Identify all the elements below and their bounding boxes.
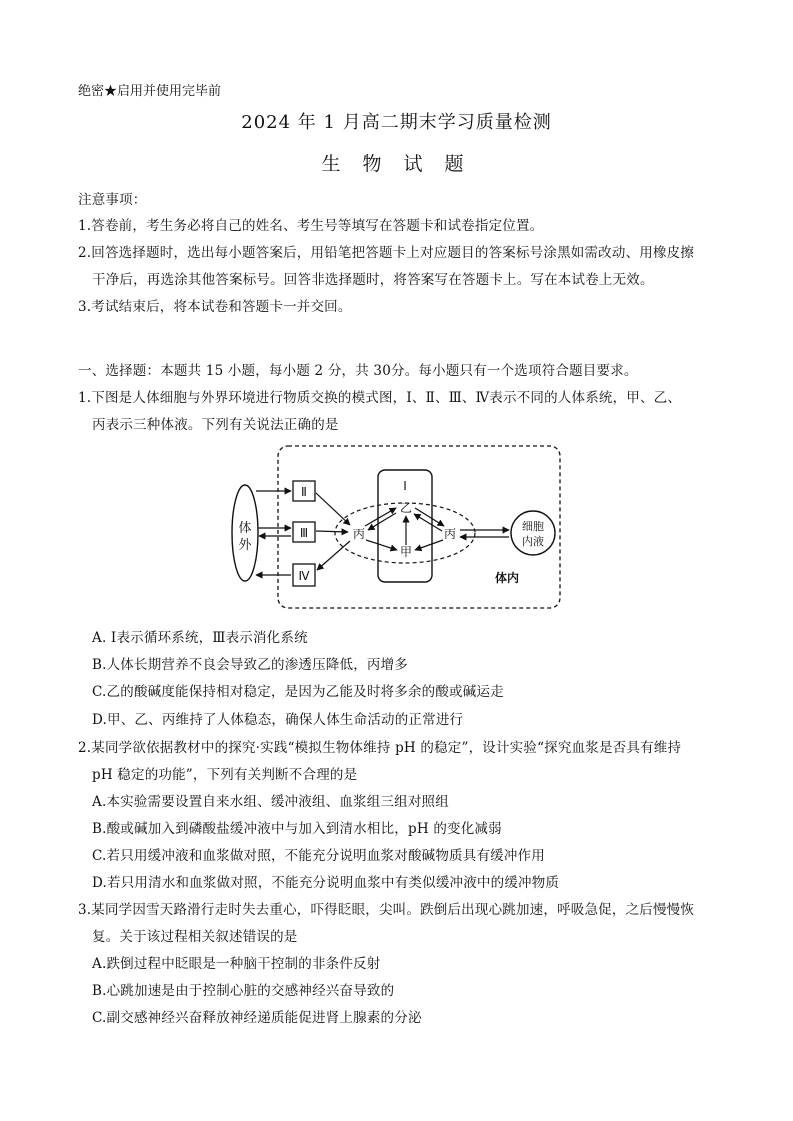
note-item: 1.答卷前，考生务必将自己的姓名、考生号等填写在答题卡和试卷指定位置。 (78, 218, 544, 234)
arrow-bing-to-jia (366, 540, 397, 550)
arrow-3-to-bing (316, 531, 348, 532)
exam-subtitle: 生 物 试 题 (321, 153, 472, 175)
system-3-label: Ⅲ (299, 526, 309, 540)
q3-option-b: B.心跳加速是由于控制心脏的交感神经兴奋导致的 (92, 983, 395, 999)
outside-label-1: 体 (238, 521, 252, 536)
q2-option-d: D.若只用清水和血浆做对照，不能充分说明血浆中有类似缓冲液中的缓冲物质 (92, 875, 560, 891)
q1-option-b: B.人体长期营养不良会导致乙的渗透压降低，丙增多 (92, 657, 409, 673)
system-4-label: Ⅳ (298, 569, 310, 583)
q2-option-c: C.若只用缓冲液和血浆做对照，不能充分说明血浆对酸碱物质具有缓冲作用 (92, 848, 545, 864)
fluid-yi-label: 乙 (399, 501, 413, 515)
q1-option-a: A. Ⅰ表示循环系统，Ⅲ表示消化系统 (92, 630, 308, 646)
note-item: 3.考试结束后，将本试卷和答题卡一并交回。 (78, 299, 352, 315)
arrow-bing-to-yi (365, 508, 396, 526)
system-2-label: Ⅱ (301, 485, 307, 499)
arrow-bing-right-to-jia (415, 540, 443, 550)
body-fluid-exchange-diagram (225, 440, 570, 612)
outside-label-2: 外 (238, 538, 252, 553)
cell-fluid-label-1: 细胞 (522, 520, 544, 533)
q2-option-a: A.本实验需要设置自来水组、缓冲液组、血浆组三组对照组 (92, 794, 449, 810)
arrow-2-to-bing (316, 493, 350, 525)
fluid-bing-right-label: 丙 (443, 527, 457, 541)
cell-fluid-label-2: 内液 (522, 535, 544, 548)
system-1-label: Ⅰ (403, 479, 407, 493)
q1-stem-line2: 丙表示三种体液。下列有关说法正确的是 (92, 417, 339, 433)
fluid-jia-label: 甲 (399, 545, 413, 559)
q3-stem-line2: 复。关于该过程相关叙述错误的是 (92, 929, 298, 945)
q2-stem-line1: 2.某同学欲依据教材中的探究·实践“模拟生物体维持 pH 的稳定”，设计实验“探究血浆是否具有维持 (78, 740, 682, 756)
arrow-bing-to-4 (317, 541, 350, 570)
fluid-bing-left-label: 丙 (352, 527, 366, 541)
inside-label: 体内 (494, 571, 520, 585)
section-heading: 一、选择题：本题共 15 小题，每小题 2 分，共 30分。每小题只有一个选项符合题目要求。 (78, 363, 638, 379)
note-item: 干净后，再选涂其他答案标号。回答非选择题时，将答案写在答题卡上。写在本试卷上无效。 (92, 272, 654, 288)
q1-stem-line1: 1.下图是人体细胞与外界环境进行物质交换的模式图，Ⅰ、Ⅱ、Ⅲ、Ⅳ表示不同的人体系统，甲、乙、 (78, 390, 682, 406)
q3-stem-line1: 3.某同学因雪天路滑行走时失去重心，吓得眨眼，尖叫。跌倒后出现心跳加速，呼吸急促，之后慢慢恢 (78, 902, 695, 918)
confidential-notice: 绝密★启用并使用完毕前 (78, 84, 222, 99)
q1-option-d: D.甲、乙、丙维持了人体稳态，确保人体生命活动的正常进行 (92, 712, 464, 728)
q3-option-a: A.跌倒过程中眨眼是一种脑干控制的非条件反射 (92, 956, 381, 972)
q1-option-c: C.乙的酸碱度能保持相对稳定，是因为乙能及时将多余的酸或碱运走 (92, 684, 504, 700)
exam-title: 2024 年 1 月高二期末学习质量检测 (241, 112, 552, 133)
q3-option-c: C.副交感神经兴奋释放神经递质能促进肾上腺素的分泌 (92, 1010, 422, 1026)
note-item: 2.回答选择题时，选出每小题答案后，用铅笔把答题卡上对应题目的答案标号涂黑如需改动、用橡皮擦 (78, 245, 695, 261)
q2-stem-line2: pH 稳定的功能”，下列有关判断不合理的是 (92, 767, 358, 783)
notes-heading: 注意事项： (78, 192, 147, 208)
q2-option-b: B.酸或碱加入到磷酸盐缓冲液中与加入到清水相比，pH 的变化减弱 (92, 821, 502, 837)
intracellular-fluid-circle (511, 511, 555, 555)
